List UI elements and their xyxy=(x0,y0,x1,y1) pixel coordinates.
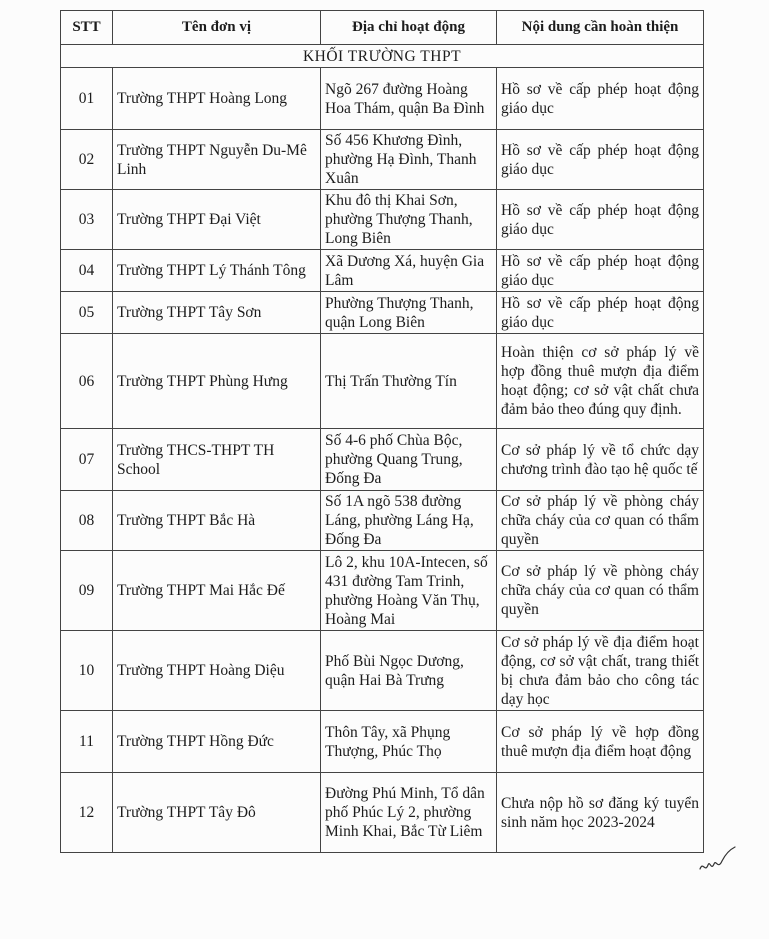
row-stt: 10 xyxy=(61,631,113,711)
row-content: Hồ sơ về cấp phép hoạt động giáo dục xyxy=(497,190,704,250)
row-address: Phường Thượng Thanh, quận Long Biên xyxy=(321,292,497,334)
row-stt: 07 xyxy=(61,429,113,491)
row-content: Hồ sơ về cấp phép hoạt động giáo dục xyxy=(497,292,704,334)
header-stt: STT xyxy=(61,11,113,45)
row-content: Hồ sơ về cấp phép hoạt động giáo dục xyxy=(497,250,704,292)
row-address: Số 1A ngõ 538 đường Láng, phường Láng Hạ, Đống Đa xyxy=(321,491,497,551)
row-content: Cơ sở pháp lý về phòng cháy chữa cháy của cơ quan có thẩm quyền xyxy=(497,491,704,551)
table-row xyxy=(61,773,704,853)
row-name: Trường THPT Tây Sơn xyxy=(113,292,321,334)
row-content: Cơ sở pháp lý về địa điểm hoạt động, cơ sở vật chất, trang thiết bị chưa đảm bảo cho công tác dạy học xyxy=(497,631,704,711)
row-address: Lô 2, khu 10A-Intecen, số 431 đường Tam Trinh, phường Hoàng Văn Thụ, Hoàng Mai xyxy=(321,551,497,631)
initials-mark xyxy=(697,843,737,877)
row-content: Hoàn thiện cơ sở pháp lý về hợp đồng thuê mượn địa điểm hoạt động; cơ sở vật chất chưa đảm bảo theo đúng quy định. xyxy=(497,334,704,429)
row-content: Cơ sở pháp lý về phòng cháy chữa cháy của cơ quan có thẩm quyền xyxy=(497,551,704,631)
group-title: KHỐI TRƯỜNG THPT xyxy=(61,45,704,68)
row-name: Trường THPT Lý Thánh Tông xyxy=(113,250,321,292)
table-row xyxy=(61,130,704,190)
row-stt: 04 xyxy=(61,250,113,292)
table-row xyxy=(61,491,704,551)
row-address: Phố Bùi Ngọc Dương, quận Hai Bà Trưng xyxy=(321,631,497,711)
row-stt: 09 xyxy=(61,551,113,631)
row-name: Trường THPT Phùng Hưng xyxy=(113,334,321,429)
table-row xyxy=(61,551,704,631)
row-address: Đường Phú Minh, Tổ dân phố Phúc Lý 2, phường Minh Khai, Bắc Từ Liêm xyxy=(321,773,497,853)
row-stt: 01 xyxy=(61,68,113,130)
row-name: Trường THCS-THPT TH School xyxy=(113,429,321,491)
row-stt: 05 xyxy=(61,292,113,334)
row-name: Trường THPT Nguyễn Du-Mê Linh xyxy=(113,130,321,190)
table-row xyxy=(61,250,704,292)
row-address: Thị Trấn Thường Tín xyxy=(321,334,497,429)
row-content: Hồ sơ về cấp phép hoạt động giáo dục xyxy=(497,130,704,190)
row-stt: 08 xyxy=(61,491,113,551)
table-header-row xyxy=(61,11,704,45)
row-name: Trường THPT Đại Việt xyxy=(113,190,321,250)
row-address: Số 4-6 phố Chùa Bộc, phường Quang Trung, Đống Đa xyxy=(321,429,497,491)
row-stt: 06 xyxy=(61,334,113,429)
table-row xyxy=(61,334,704,429)
table-row xyxy=(61,190,704,250)
row-address: Khu đô thị Khai Sơn, phường Thượng Thanh, Long Biên xyxy=(321,190,497,250)
header-address: Địa chỉ hoạt động xyxy=(321,11,497,45)
table-row xyxy=(61,631,704,711)
table-row xyxy=(61,429,704,491)
table-row xyxy=(61,711,704,773)
row-address: Ngõ 267 đường Hoàng Hoa Thám, quận Ba Đình xyxy=(321,68,497,130)
row-content: Hồ sơ về cấp phép hoạt động giáo dục xyxy=(497,68,704,130)
row-name: Trường THPT Bắc Hà xyxy=(113,491,321,551)
row-content: Cơ sở pháp lý về tổ chức dạy chương trình đào tạo hệ quốc tế xyxy=(497,429,704,491)
header-name: Tên đơn vị xyxy=(113,11,321,45)
group-row xyxy=(61,45,704,68)
row-name: Trường THPT Mai Hắc Đế xyxy=(113,551,321,631)
schools-table xyxy=(60,10,704,853)
table-row xyxy=(61,292,704,334)
row-stt: 03 xyxy=(61,190,113,250)
row-content: Cơ sở pháp lý về hợp đồng thuê mượn địa điểm hoạt động xyxy=(497,711,704,773)
row-address: Số 456 Khương Đình, phường Hạ Đình, Thanh Xuân xyxy=(321,130,497,190)
row-name: Trường THPT Hoàng Long xyxy=(113,68,321,130)
row-name: Trường THPT Tây Đô xyxy=(113,773,321,853)
row-content: Chưa nộp hồ sơ đăng ký tuyển sinh năm học 2023-2024 xyxy=(497,773,704,853)
table-row xyxy=(61,68,704,130)
row-stt: 12 xyxy=(61,773,113,853)
header-content: Nội dung cần hoàn thiện xyxy=(497,11,704,45)
row-name: Trường THPT Hoàng Diệu xyxy=(113,631,321,711)
row-stt: 11 xyxy=(61,711,113,773)
row-name: Trường THPT Hồng Đức xyxy=(113,711,321,773)
row-address: Thôn Tây, xã Phụng Thượng, Phúc Thọ xyxy=(321,711,497,773)
row-address: Xã Dương Xá, huyện Gia Lâm xyxy=(321,250,497,292)
row-stt: 02 xyxy=(61,130,113,190)
